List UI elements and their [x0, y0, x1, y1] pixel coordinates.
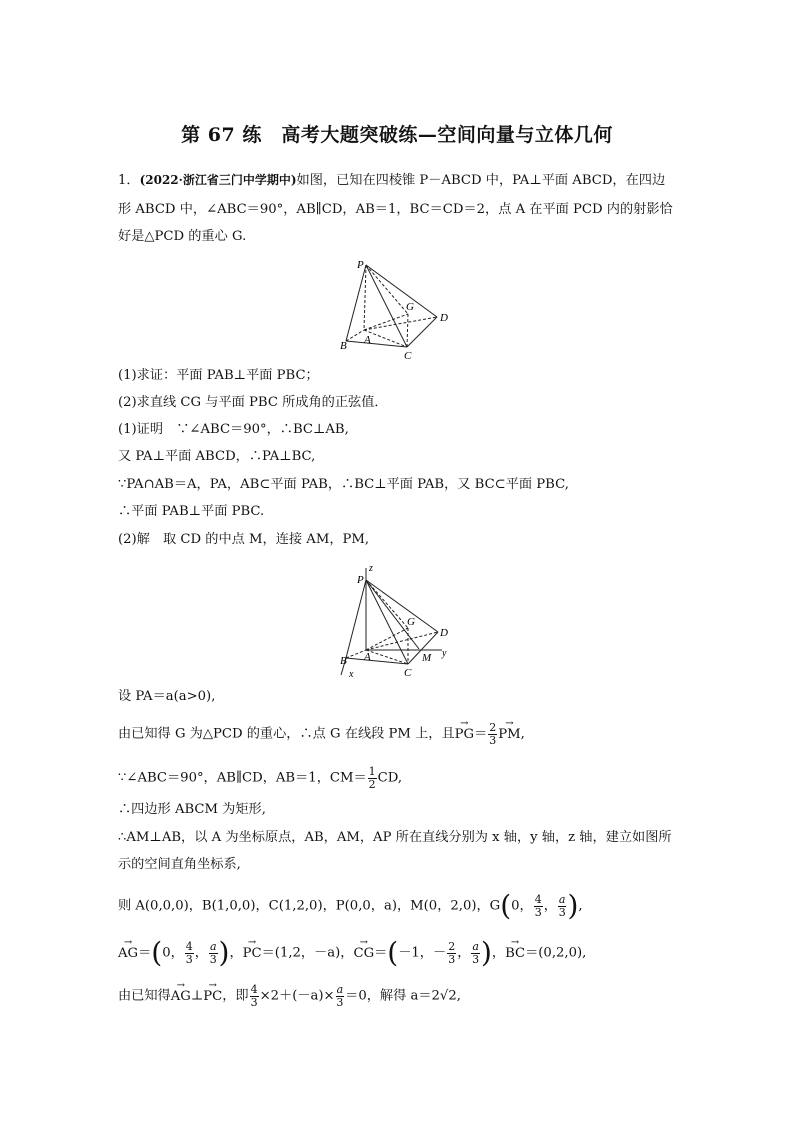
vector-PC: → PC — [243, 947, 262, 960]
s9-text: 由已知得 — [118, 988, 171, 1004]
perp-symbol: ⊥ — [190, 988, 204, 1004]
s9-end: ＝0，解得 a＝2√2, — [345, 988, 461, 1004]
frac-num: a — [336, 983, 344, 996]
fraction-2-3 — [447, 941, 456, 965]
paren-close: ) — [567, 889, 579, 922]
paren-close: ) — [480, 936, 492, 969]
frac-num: a — [558, 892, 566, 906]
vector-AG: → AG — [171, 990, 191, 1003]
label-P: P — [357, 574, 364, 586]
fraction-2-3 — [488, 722, 497, 746]
paren-open: ( — [500, 889, 512, 922]
fraction-4-3 — [534, 894, 543, 918]
label-M: M — [422, 652, 432, 664]
frac-den: 3 — [472, 952, 480, 966]
label-B: B — [340, 655, 347, 667]
proof-line-4: ∴平面 PAB⊥平面 PBC. — [118, 504, 265, 519]
vector-BC: → BC — [505, 947, 525, 960]
fraction-a-3 — [336, 984, 345, 1008]
problem-text-1: 如图，已知在四棱锥 P－ABCD 中，PA⊥平面 ABCD，在四边 — [296, 173, 666, 188]
proof-line-1: (1)证明 ∵∠ABC＝90°，∴BC⊥AB, — [118, 422, 349, 437]
label-A: A — [364, 651, 371, 663]
s8-eq4: ＝(0,2,0), — [525, 945, 587, 961]
paren-open: ( — [387, 936, 399, 969]
frac-num: 4 — [250, 983, 258, 996]
solution-line-5: ∴AM⊥AB，以 A 为坐标原点，AB，AM，AP 所在直线分别为 x 轴，y 轴，z 轴，建立如图所 — [118, 830, 672, 845]
s7-zero: 0， — [511, 898, 533, 914]
s3-end: CD, — [377, 770, 403, 786]
frac-num: 2 — [448, 939, 456, 953]
solution-line-3 — [118, 766, 678, 790]
paren-open: ( — [151, 936, 163, 969]
frac-den: 3 — [534, 905, 542, 919]
s8-eq1: ＝ — [138, 945, 152, 961]
label-D: D — [440, 312, 448, 324]
question-1: (1)求证：平面 PAB⊥平面 PBC； — [118, 368, 319, 383]
s8-zero: 0， — [162, 945, 184, 961]
s8-sep1: ， — [229, 945, 243, 961]
solution-line-9 — [118, 984, 678, 1008]
fraction-a-3 — [209, 941, 218, 965]
solution-line-2 — [118, 722, 678, 746]
fraction-1-2 — [368, 766, 377, 790]
vector-PG: → PG — [455, 728, 474, 741]
question-2: (2)求直线 CG 与平面 PBC 所成角的正弦值． — [118, 395, 388, 410]
solution-line-1: 设 PA＝a(a>0), — [118, 689, 216, 704]
s8-sep2: ， — [491, 945, 506, 961]
proof-line-5: (2)解 取 CD 的中点 M，连接 AM，PM, — [118, 532, 370, 547]
s2-eq: ＝ — [474, 726, 488, 742]
vector-PM: → PM — [498, 728, 520, 741]
pyramid-figure-2 — [338, 560, 470, 682]
label-G: G — [406, 301, 414, 313]
frac-num: a — [472, 939, 479, 953]
frac-num: 4 — [185, 939, 193, 953]
frac-den: 3 — [185, 952, 193, 966]
vector-CG: → CG — [353, 947, 374, 960]
s8-eq3: ＝ — [374, 945, 388, 961]
s2-text: 由已知得 G 为△PCD 的重心，∴点 G 在线段 PM 上，且 — [118, 726, 455, 742]
s2-end: , — [520, 726, 525, 742]
fraction-a-3 — [558, 894, 567, 918]
proof-line-3: ∵PA∩AB＝A，PA，AB⊂平面 PAB，∴BC⊥平面 PAB，又 BC⊂平面 PBC, — [118, 477, 569, 492]
frac-den: 3 — [448, 952, 456, 966]
s8-eq2: ＝(1,2，－a)， — [261, 945, 354, 961]
vector-PC: → PC — [203, 990, 222, 1003]
label-P: P — [357, 259, 364, 271]
label-z-axis: z — [369, 563, 373, 574]
problem-source: (2022·浙江省三门中学期中) — [139, 173, 297, 187]
fraction-4-3 — [250, 984, 259, 1008]
s7-end: , — [578, 898, 583, 914]
problem-number: 1． — [118, 173, 140, 188]
solution-line-8 — [118, 936, 678, 969]
pyramid-figure-1 — [340, 258, 470, 363]
frac-den: 3 — [250, 995, 258, 1009]
frac-num: 2 — [489, 721, 497, 734]
s9-mid: ，即 — [222, 988, 249, 1004]
solution-line-4: ∴四边形 ABCM 为矩形, — [118, 802, 266, 817]
frac-den: 3 — [209, 952, 217, 966]
s7-comma: ， — [543, 898, 557, 914]
problem-line-1 — [118, 174, 678, 187]
problem-line-3: 好是△PCD 的重心 G. — [118, 229, 247, 244]
frac-den: 3 — [489, 733, 497, 747]
label-y-axis: y — [442, 648, 447, 659]
frac-den: 3 — [558, 905, 566, 919]
fraction-4-3 — [185, 941, 194, 965]
frac-num: 4 — [534, 892, 542, 906]
paren-close: ) — [218, 936, 230, 969]
label-x-axis: x — [349, 669, 354, 680]
vector-AG: → AG — [118, 947, 138, 960]
s9-times: ×2＋(－a)× — [259, 988, 335, 1004]
label-B: B — [340, 340, 347, 352]
label-C: C — [404, 667, 412, 679]
label-D: D — [440, 627, 448, 639]
frac-den: 2 — [368, 777, 376, 791]
s7-text: 则 A(0,0,0)，B(1,0,0)，C(1,2,0)，P(0,0，a)，M(0，2,0)，G — [118, 898, 501, 914]
frac-num: 1 — [368, 765, 376, 778]
s8-comma: ， — [194, 945, 208, 961]
frac-den: 3 — [336, 995, 344, 1009]
s8-neg-one: －1，－ — [398, 945, 447, 961]
fraction-a-3 — [471, 941, 480, 965]
problem-line-2: 形 ABCD 中，∠ABC＝90°，AB∥CD，AB＝1，BC＝CD＝2，点 A 在平面 PCD 内的射影恰 — [118, 202, 673, 217]
s8-comma2: ， — [457, 945, 471, 961]
frac-num: a — [209, 939, 217, 953]
solution-line-6: 示的空间直角坐标系, — [118, 857, 241, 872]
label-G: G — [407, 616, 415, 628]
solution-line-7 — [118, 889, 678, 922]
label-A: A — [364, 334, 371, 346]
proof-line-2: 又 PA⊥平面 ABCD，∴PA⊥BC, — [118, 449, 316, 464]
page-title: 第 67 练 高考大题突破练—空间向量与立体几何 — [181, 124, 613, 146]
s3-text: ∵∠ABC＝90°，AB∥CD，AB＝1，CM＝ — [118, 770, 367, 786]
label-C: C — [404, 350, 412, 362]
